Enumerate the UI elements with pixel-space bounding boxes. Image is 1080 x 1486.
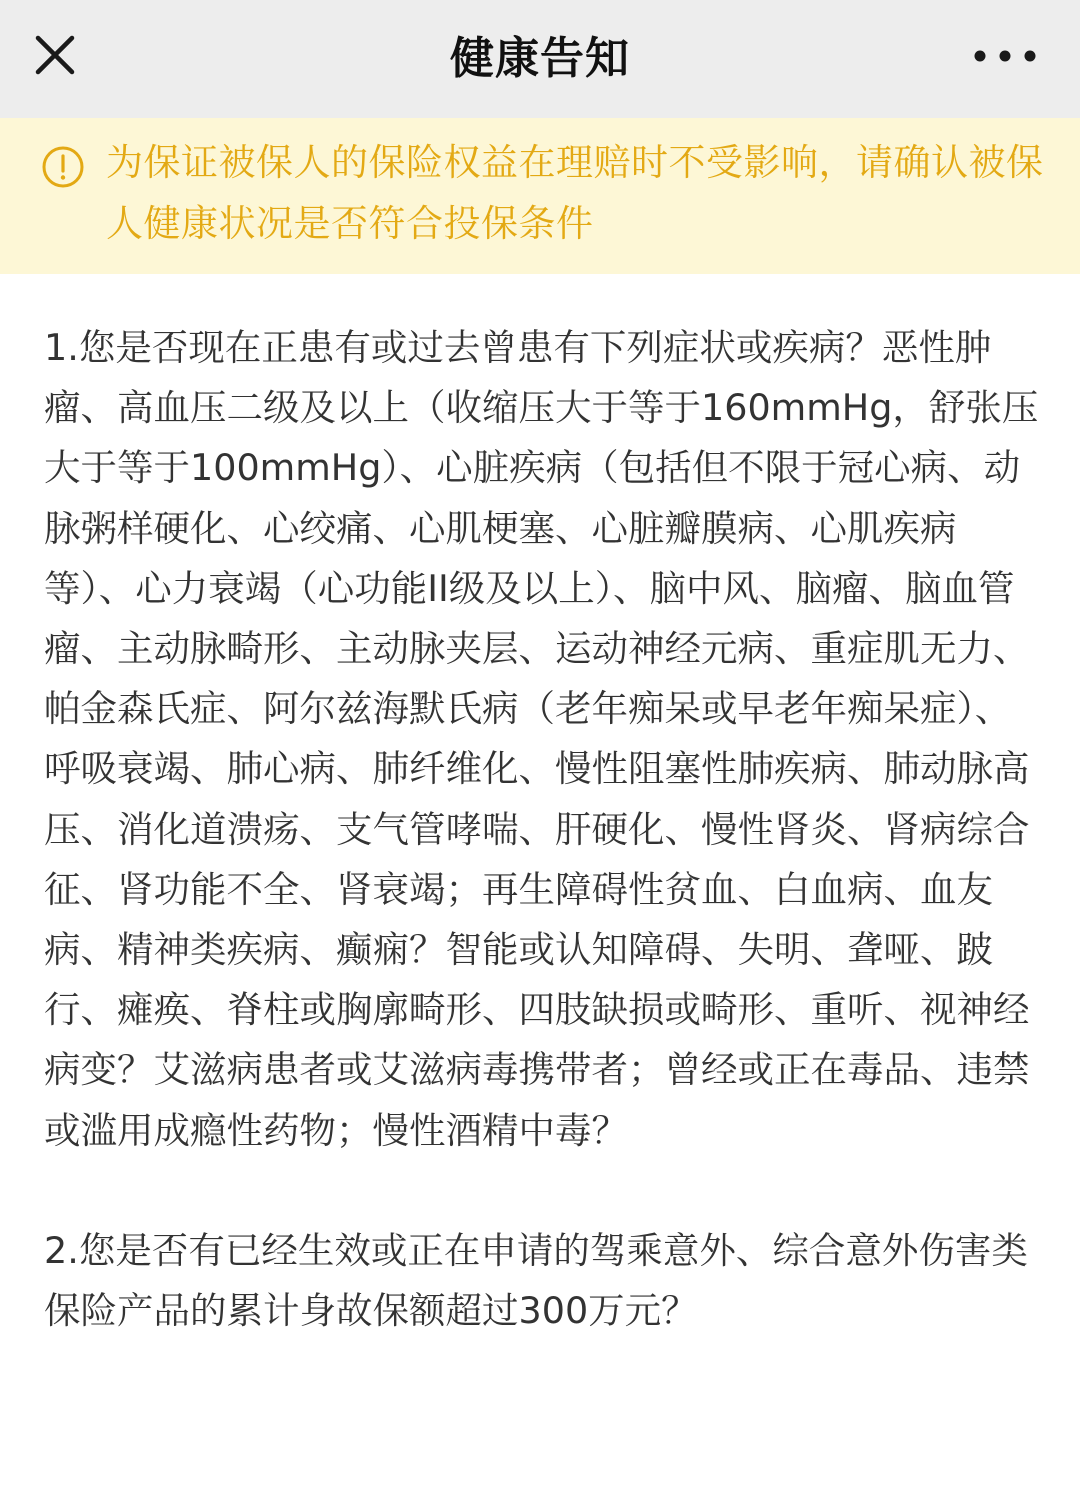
- question-spacer: [44, 1161, 1044, 1221]
- more-icon[interactable]: [960, 28, 1050, 84]
- notice-text: 为保证被保人的保险权益在理赔时不受影响，请确认被保人健康状况是否符合投保条件: [106, 141, 1044, 245]
- notice-banner: [0, 118, 1080, 274]
- questions-content: [44, 318, 1044, 1341]
- navigation-bar: [0, 0, 1080, 118]
- warning-circle-icon: [40, 144, 86, 190]
- question-1: 1.您是否现在正患有或过去曾患有下列症状或疾病？恶性肿瘤、高血压二级及以上（收缩压大于等于160mmHg，舒张压大于等于100mmHg）、心脏疾病（包括但不限于冠心病、动脉粥样硬化、心绞痛、心肌梗塞、心脏瓣膜病、心肌疾病等）、心力衰竭（心功能II级及以上）、脑中风、脑瘤、脑血管瘤、主动脉畸形、主动脉夹层、运动神经元病、重症肌无力、帕金森氏症、阿尔兹海默氏病（老年痴呆或早老年痴呆症）、呼吸衰竭、肺心病、肺纤维化、慢性阻塞性肺疾病、肺动脉高压、消化道溃疡、支气管哮喘、肝硬化、慢性肾炎、肾病综合征、肾功能不全、肾衰竭；再生障碍性贫血、白血病、血友病、精神类疾病、癫痫？智能或认知障碍、失明、聋哑、跛行、瘫痪、脊柱或胸廓畸形、四肢缺损或畸形、重听、视神经病变？艾滋病患者或艾滋病毒携带者；曾经或正在毒品、违禁或滥用成瘾性药物；慢性酒精中毒？: [44, 326, 1039, 1152]
- question-2: 2.您是否有已经生效或正在申请的驾乘意外、综合意外伤害类保险产品的累计身故保额超过300万元？: [44, 1228, 1028, 1333]
- page-title: 健康告知: [450, 33, 630, 84]
